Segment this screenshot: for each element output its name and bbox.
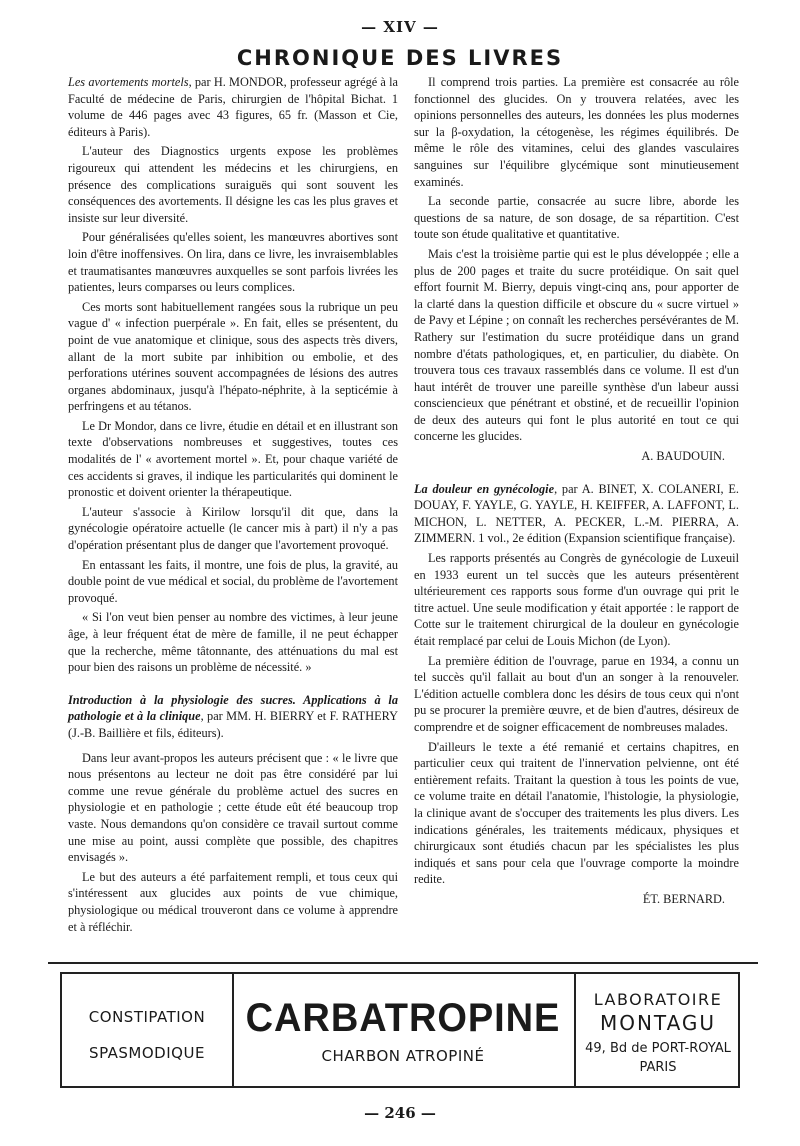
review2-paragraph: La seconde partie, consacrée au sucre libre, aborde les questions de sa nature, de son dosage, de sa répartition. C'est toute son étude qualitative et quantitative. — [414, 194, 739, 242]
review1-paragraph: L'auteur s'associe à Kirilow lorsqu'il dit que, dans la gynécologie opératoire actuelle (le cancer mis à part) il n'y a pas d'opération présentant plus de danger que l'avortement provoqué. — [68, 504, 398, 553]
ad-laboratory-label: LABORATOIRE — [593, 990, 723, 1009]
ad-indication-line2: SPASMODIQUE — [89, 1044, 205, 1062]
right-column — [414, 74, 739, 911]
review3-citation: , par A. BINET, X. COLANERI, E. DOUAY, F. YAYLE, G. YAYLE, H. KEIFFER, A. LAFFONT, L. MICHON, L. NETTER, A. PECKER, L.-M. PIERRA, A. ZIMMERN. 1 vol., 2e édition (Expansion scientifique française). — [414, 481, 739, 546]
divider-line — [48, 962, 758, 964]
review2-paragraph: Le but des auteurs a été parfaitement rempli, et tous ceux qui s'intéressent aux glucides aux points de vue chimique, physiologique ou médical trouveront dans ce volume à apprendre et à réfléchir. — [68, 869, 398, 934]
ad-laboratory-address: 49, Bd de PORT-ROYAL — [585, 1041, 731, 1056]
ad-indication-line1: CONSTIPATION — [88, 1008, 206, 1026]
review1-citation: , par H. MONDOR, professeur agrégé à la Faculté de médecine de Paris, chirurgien de l'hôpital Bichat. 1 volume de 446 pages avec 43 figures, 65 fr. (Masson et Cie, éditeurs à Paris). — [68, 75, 399, 139]
review1-paragraph: L'auteur des Diagnostics urgents expose les problèmes rigoureux qui attendent les médecins et les chirurgiens, en présence des complications suraiguës qui sont souvent les conséquences des avortements. Il désigne les cas les plus graves et insiste sur leur diversité. — [68, 144, 398, 225]
ad-indication-panel — [62, 974, 234, 1086]
ad-laboratory-name: MONTAGU — [599, 1011, 717, 1035]
ad-brand-subtitle: CHARBON ATROPINÉ — [321, 1047, 485, 1065]
review1-title: Les avortements mortels — [68, 75, 189, 89]
review1-paragraph: Pour généralisées qu'elles soient, les manœuvres abortives sont loin d'être inoffensives. On lira, dans ce livre, les invraisemblables et traumatisantes manœuvres auxquelles se sont parfois livrées les patientes, leurs comparses ou leurs complices. — [68, 230, 398, 295]
advertisement-box — [60, 972, 740, 1088]
ad-laboratory-city: PARIS — [639, 1060, 677, 1075]
review2-paragraph: Mais c'est la troisième partie qui est le plus développée ; elle a plus de 200 pages et traite du sucre protéidique. On sait quel effort fournit M. Bierry, depuis vingt-cinq ans, pour apporter de la clarté dans la question difficile et obscure du « sucre virtuel » de Pavy et Lépine ; on connaît les recherches persévérantes de M. Rathery sur l'estimation du sucre protéidique dans un grand nombre d'états pathologiques, et, en particulier, du diabète. On trouvera tous ces travaux rassemblés dans ce volume. Il est d'un haut intérêt de trouver une pareille synthèse d'un labeur aussi consciencieux que pénétrant et obstiné, et de recueillir l'opinion de deux des auteurs qui font le plus autorité en tout ce qui concerne les glucides. — [414, 246, 739, 444]
page-number: — 246 — — [364, 1104, 436, 1122]
review3-heading — [414, 481, 739, 547]
review2-paragraph: Dans leur avant-propos les auteurs précisent que : « le livre que nous présentons au lecteur ne doit pas être considéré par lui comme une revue générale du problème actuel des sucres en physiologie et en pathologie ; cette étude eût été beaucoup trop vaste. Nous demandons qu'on considère ce travail surtout comme une mise au point, aussi complète que possible, des chapitres envisagés ». — [68, 750, 398, 865]
page-roman-numeral: — XIV — — [361, 18, 439, 36]
review1-paragraph: Le Dr Mondor, dans ce livre, étudie en détail et en illustrant son texte d'observations nombreuses et suggestives, toutes ces modalités de l' « avortement mortel ». Et, pour chaque variété de ces accidents si graves, il indique les particularités qui dominent le pronostic et doivent orienter la thérapeutique. — [68, 418, 398, 500]
review3-paragraph: Les rapports présentés au Congrès de gynécologie de Luxeuil en 1933 eurent un tel succès que les auteurs présentèrent ultérieurement ces rapports sous forme d'un ouvrage qui prit le titre actuel. Une seule modification y était apportée : le rapport de Cotte sur le traitement chirurgical de la douleur en gynécologie était remplacé par celui de Louis Michon (de Lyon). — [414, 551, 739, 648]
review2-paragraph: Il comprend trois parties. La première est consacrée au rôle fonctionnel des glucides. On y trouvera relatées, avec les opinions personnelles des auteurs, les données les plus modernes sur la β-oxydation, la cétogenèse, les régimes équilibrés. De même le rôle des vitamines, celui des glandes vasculaires sanguines sur l'équilibre glycémique sont minutieusement examinés. — [414, 75, 739, 189]
ad-laboratory-panel — [574, 974, 740, 1086]
review3-title: La douleur en gynécologie — [414, 481, 555, 496]
review2-citation: , par MM. H. BIERRY et F. RATHERY (J.-B. Baillière et fils, éditeurs). — [68, 709, 398, 740]
review2-signature: A. BAUDOUIN. — [641, 449, 725, 464]
review3-paragraph: La première édition de l'ouvrage, parue en 1934, a connu un tel succès qu'il fallait au bout d'un an songer à la renouveler. L'édition actuelle comblera donc les désirs de tous ceux qui n'ont pu se procurer la première œuvre, et de bien d'autres, désireux de comprendre et de soigner efficacement de nombreuses malades. — [414, 653, 739, 734]
left-column — [68, 74, 398, 938]
review3-paragraph: D'ailleurs le texte a été remanié et certains chapitres, en particulier ceux qui traitent de l'innervation pelvienne, ont été entièrement refaits. Traitant la question à tous les points de vue, ce volume traite en détail l'anatomie, l'histologie, la physiologie, la clinique avant de s'occuper des traitements les plus divers. Les indications générales, les traitements médicaux, physiques et chirurgicaux sont étudiés chacun par les spécialistes les plus indiqués et sans pour cela que l'ouvrage comporte la moindre redite. — [414, 739, 739, 887]
review1-paragraph: Ces morts sont habituellement rangées sous la rubrique un peu vague d' « infection puerpérale ». En fait, elles se présentent, du point de vue anatomique et clinique, sous des aspects très divers, allant de la mort subite par inhibition ou embolie, et des perforations utérines souvent accompagnées de lésions des autres organes abdominaux, jusqu'à l'hépato-néphrite, à la septicémie à perfringens et au tétanos. — [68, 299, 398, 414]
review1-paragraph: « Si l'on veut bien penser au nombre des victimes, à leur jeune âge, à leur fréquent état de mère de famille, il ne peut échapper que la recherche, même tâtonnante, des atténuations du mal est pour bien des raisons un problème de nécessité. » — [68, 610, 398, 675]
review2-heading — [68, 692, 398, 742]
ad-brand-panel — [232, 974, 574, 1086]
review1-heading — [68, 74, 398, 140]
review1-paragraph: En entassant les faits, il montre, une fois de plus, la gravité, au double point de vue médical et social, du problème de l'avortement provoqué. — [68, 557, 398, 605]
section-title: CHRONIQUE DES LIVRES — [236, 46, 564, 70]
ad-brand-name: CARBATROPINE — [245, 996, 561, 1040]
review3-signature: ÉT. BERNARD. — [642, 891, 725, 906]
review2-title: Introduction à la physiologie des sucres. Applications à la pathologie et à la clinique — [68, 692, 398, 724]
